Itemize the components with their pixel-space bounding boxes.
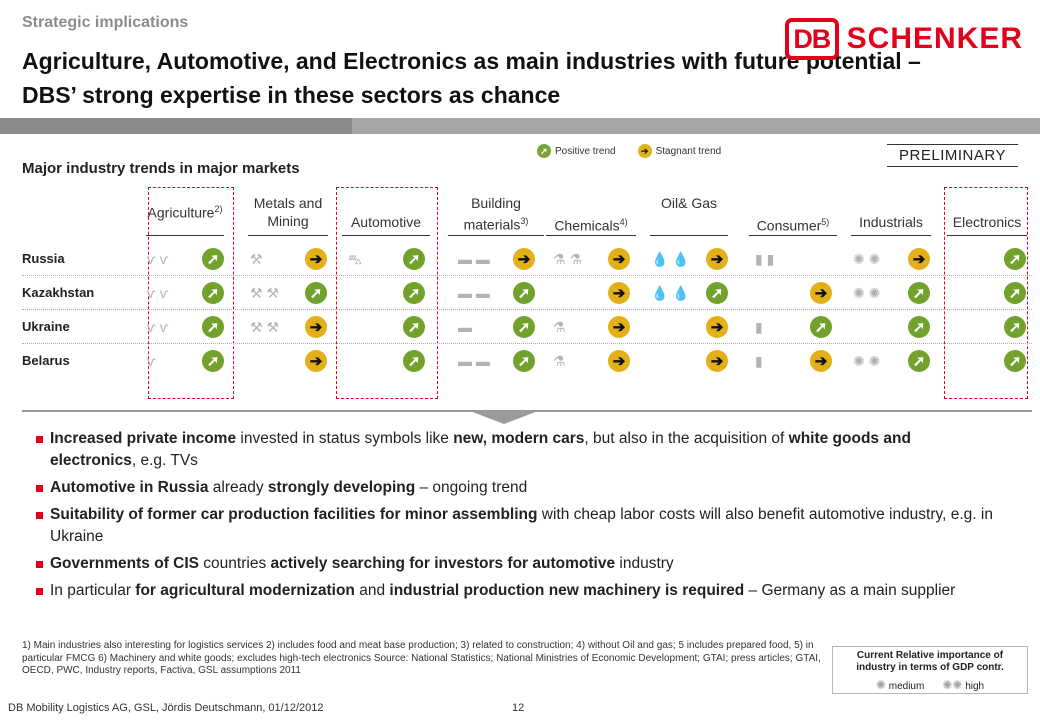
section-title: Major industry trends in major markets xyxy=(22,160,300,177)
bullet-text: , but also in the acquisition of xyxy=(584,430,789,447)
trend-positive-icon: ➚ xyxy=(403,282,425,304)
industry-3-importance-high-icon: ▬ ▬ xyxy=(458,285,490,301)
industry-1-importance-high-icon: ⚒ ⚒ xyxy=(250,319,279,335)
trend-positive-icon: ➚ xyxy=(908,316,930,338)
bullet-text: with cheap labor costs will also benefit automotive industry, e.g. in Ukraine xyxy=(50,506,993,545)
bullet-emphasis: Suitability of former car production facilities for minor assembling xyxy=(50,506,538,523)
footnote: 1) Main industries also interesting for logistics services 2) includes food and meat base production; 3) related to construction; 4) without Oil and gas; 5 includes prepared food, 5) in particular FMCG 6) Machinery and white goods; excludes high-tech electronics Source: National Statistics; National Ministries of Economic Development; GTAI; press articles; GTAI, OECD, PWC, Industry reports, Factiva, GSL assumptions 2011 xyxy=(22,640,821,676)
industry-4-importance-high-icon: ⚗ ⚗ xyxy=(553,251,582,267)
column-footnote-ref: 2) xyxy=(214,204,223,214)
column-header xyxy=(644,194,734,212)
slide-title: Agriculture, Automotive, and Electronics as main industries with future potential – DBS’ strong expertise in these sectors as chance xyxy=(22,48,921,108)
gear-icon: ✺✺ xyxy=(942,678,963,692)
column-header-rule xyxy=(546,235,636,236)
industry-2-importance-medium-icon: ⛍ xyxy=(348,251,363,267)
column-label: Oil& Gas xyxy=(660,195,717,211)
trend-positive-icon: ➚ xyxy=(1004,316,1026,338)
bullet-emphasis: Governments of CIS xyxy=(50,555,199,572)
gdp-importance-legend xyxy=(832,646,1028,694)
column-header-rule xyxy=(749,235,837,236)
trend-legend xyxy=(537,144,721,158)
schenker-logo-word: SCHENKER xyxy=(846,22,1023,55)
industry-6-importance-medium-icon: ▮ xyxy=(755,319,763,335)
industry-6-importance-medium-icon: ▮ xyxy=(755,353,763,369)
trend-stagnant-icon: ➔ xyxy=(305,350,327,372)
gdp-legend-medium: medium xyxy=(888,681,925,692)
industry-5-importance-high-icon: 💧 💧 xyxy=(651,285,690,301)
column-footnote-ref: 3) xyxy=(520,216,529,226)
bullet-text: industry xyxy=(615,555,674,572)
kicker: Strategic implications xyxy=(22,14,189,31)
trend-positive-icon: ➚ xyxy=(1004,248,1026,270)
trend-positive-icon: ➚ xyxy=(1004,350,1026,372)
db-logo-mark: DB xyxy=(785,18,839,60)
trend-positive-icon: ➚ xyxy=(810,316,832,338)
industry-4-importance-medium-icon: ⚗ xyxy=(553,319,566,335)
column-footnote-ref: 5) xyxy=(821,217,830,227)
column-label: Agriculture xyxy=(147,204,215,221)
preliminary-badge: PRELIMINARY xyxy=(887,144,1018,167)
trend-stagnant-icon: ➔ xyxy=(706,248,728,270)
trend-positive-icon: ➚ xyxy=(202,282,224,304)
row-label-russia: Russia xyxy=(22,251,65,266)
column-header xyxy=(845,213,937,231)
industry-0-importance-high-icon: ѵ ѵ xyxy=(147,285,169,301)
trend-stagnant-icon: ➔ xyxy=(608,350,630,372)
trend-stagnant-icon: ➔ xyxy=(706,316,728,338)
trend-positive-icon: ➚ xyxy=(1004,282,1026,304)
bullet-item xyxy=(36,477,996,499)
industry-7-importance-high-icon: ✺ ✺ xyxy=(853,285,881,301)
bullet-emphasis: actively searching for investors for automotive xyxy=(270,555,616,572)
trend-stagnant-icon: ➔ xyxy=(608,282,630,304)
trend-positive-icon: ➚ xyxy=(908,282,930,304)
trend-positive-icon: ➚ xyxy=(513,316,535,338)
industry-0-importance-high-icon: ѵ ѵ xyxy=(147,251,169,267)
column-label: Industrials xyxy=(859,214,923,230)
industry-5-importance-high-icon: 💧 💧 xyxy=(651,251,690,267)
industry-1-importance-medium-icon: ⚒ xyxy=(250,251,263,267)
trend-positive-icon: ➚ xyxy=(513,282,535,304)
trend-positive-icon: ➚ xyxy=(403,350,425,372)
column-header xyxy=(336,213,436,231)
bullet-text: invested in status symbols like xyxy=(236,430,454,447)
trend-positive-icon: ➚ xyxy=(513,350,535,372)
positive-trend-icon: ➚ xyxy=(537,144,551,158)
bullet-text: and xyxy=(354,582,390,599)
column-header xyxy=(242,194,334,230)
bullet-text: – ongoing trend xyxy=(415,479,528,496)
column-label: Electronics xyxy=(952,214,1022,230)
column-label: Building materials xyxy=(463,195,521,233)
column-header-rule xyxy=(146,235,224,236)
footer-source: DB Mobility Logistics AG, GSL, Jördis Deutschmann, 01/12/2012 xyxy=(8,702,324,714)
bullet-emphasis: Automotive in Russia xyxy=(50,479,209,496)
column-header-rule xyxy=(851,235,931,236)
bullet-text: In particular xyxy=(50,582,136,599)
trend-positive-icon: ➚ xyxy=(403,316,425,338)
row-label-ukraine: Ukraine xyxy=(22,319,70,334)
bullet-item xyxy=(36,553,996,575)
column-footnote-ref: 4) xyxy=(619,217,628,227)
column-header xyxy=(442,194,550,234)
trend-positive-icon: ➚ xyxy=(305,282,327,304)
column-header-rule xyxy=(248,235,328,236)
row-separator xyxy=(22,275,1032,276)
trend-positive-icon: ➚ xyxy=(403,248,425,270)
row-label-kazakhstan: Kazakhstan xyxy=(22,285,95,300)
trend-stagnant-icon: ➔ xyxy=(305,316,327,338)
column-header-rule xyxy=(448,235,544,236)
trend-stagnant-icon: ➔ xyxy=(810,282,832,304)
row-label-belarus: Belarus xyxy=(22,353,70,368)
trend-positive-icon: ➚ xyxy=(202,350,224,372)
bullet-emphasis: Increased private income xyxy=(50,430,237,447)
industry-7-importance-high-icon: ✺ ✺ xyxy=(853,353,881,369)
column-header xyxy=(941,213,1033,231)
industry-3-importance-medium-icon: ▬ xyxy=(458,319,472,335)
industry-6-importance-high-icon: ▮ ▮ xyxy=(755,251,775,267)
page-number: 12 xyxy=(512,702,525,714)
trend-positive-icon: ➚ xyxy=(706,282,728,304)
column-header xyxy=(140,200,230,222)
bullet-item xyxy=(36,428,996,472)
bullet-emphasis: for agricultural modernization xyxy=(135,582,355,599)
trend-positive-icon: ➚ xyxy=(202,316,224,338)
implication-bullets xyxy=(36,428,996,607)
column-header-rule xyxy=(947,235,1027,236)
trend-positive-icon: ➚ xyxy=(202,248,224,270)
column-label: Metals and Mining xyxy=(253,195,323,229)
trend-positive-icon: ➚ xyxy=(908,350,930,372)
stagnant-trend-label: Stagnant trend xyxy=(655,145,722,157)
trend-stagnant-icon: ➔ xyxy=(305,248,327,270)
bullet-text: , e.g. TVs xyxy=(131,452,198,469)
bullet-emphasis: new, modern cars xyxy=(453,430,585,447)
column-header xyxy=(743,213,843,235)
bullet-emphasis: industrial production new machinery is required xyxy=(389,582,745,599)
bullet-text: countries xyxy=(199,555,271,572)
industry-3-importance-high-icon: ▬ ▬ xyxy=(458,251,490,267)
industry-3-importance-high-icon: ▬ ▬ xyxy=(458,353,490,369)
bullet-item xyxy=(36,580,996,602)
bullet-emphasis: white goods and electronics xyxy=(50,430,911,469)
gdp-legend-high: high xyxy=(965,681,985,692)
chevron-down-icon xyxy=(470,411,538,424)
bullet-item xyxy=(36,504,996,548)
column-header-rule xyxy=(650,235,728,236)
stagnant-trend-icon: ➔ xyxy=(638,144,652,158)
trend-stagnant-icon: ➔ xyxy=(810,350,832,372)
industry-1-importance-high-icon: ⚒ ⚒ xyxy=(250,285,279,301)
bullet-emphasis: strongly developing xyxy=(267,479,416,496)
industry-0-importance-high-icon: ѵ ѵ xyxy=(147,319,169,335)
industry-4-importance-medium-icon: ⚗ xyxy=(553,353,566,369)
industry-0-importance-medium-icon: ѵ xyxy=(147,353,156,369)
column-label: Automotive xyxy=(350,214,422,230)
positive-trend-label: Positive trend xyxy=(555,145,616,157)
row-separator xyxy=(22,343,1032,344)
trend-stagnant-icon: ➔ xyxy=(608,316,630,338)
bullet-text: already xyxy=(208,479,268,496)
column-header xyxy=(540,213,642,235)
gear-icon: ✺ xyxy=(875,678,886,692)
grey-band-notch xyxy=(352,118,1040,134)
trend-stagnant-icon: ➔ xyxy=(608,248,630,270)
column-label: Chemicals xyxy=(554,217,620,234)
trend-stagnant-icon: ➔ xyxy=(908,248,930,270)
industry-7-importance-high-icon: ✺ ✺ xyxy=(853,251,881,267)
column-header-rule xyxy=(342,235,430,236)
column-label: Consumer xyxy=(756,217,822,234)
db-schenker-logo xyxy=(785,18,1023,60)
gdp-legend-title: Current Relative importance of industry in terms of GDP contr. xyxy=(856,650,1004,673)
trend-stagnant-icon: ➔ xyxy=(706,350,728,372)
row-separator xyxy=(22,309,1032,310)
trend-stagnant-icon: ➔ xyxy=(513,248,535,270)
bullet-text: – Germany as a main supplier xyxy=(744,582,956,599)
